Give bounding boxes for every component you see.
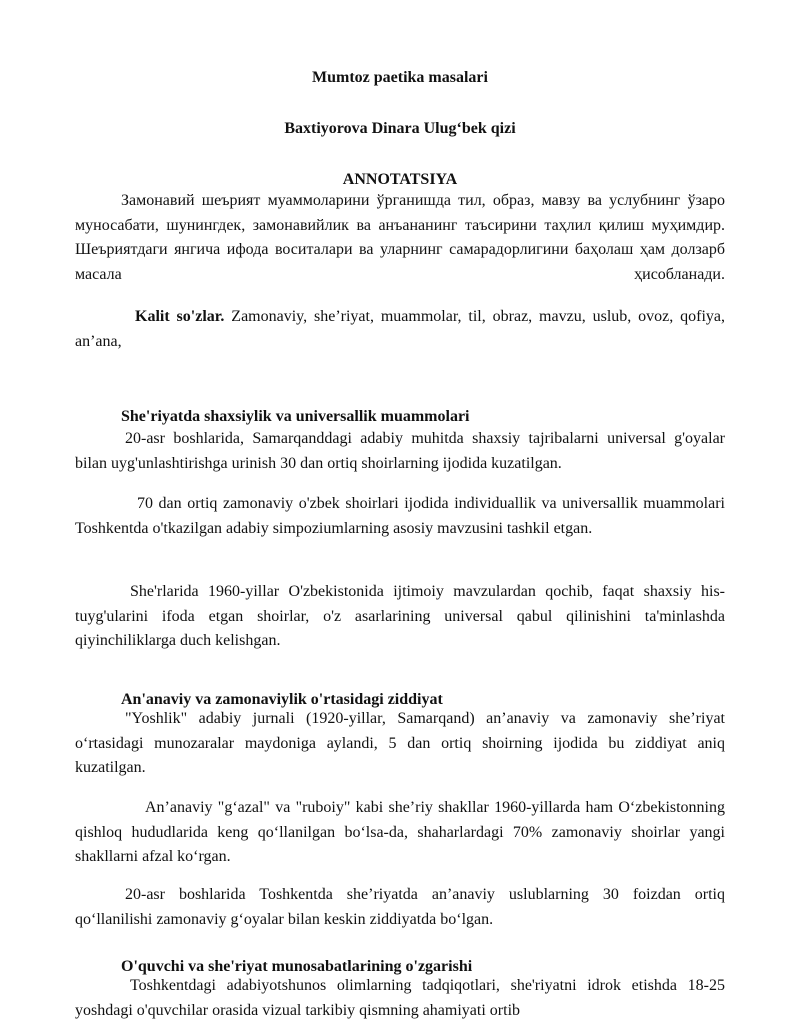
paper-title: Mumtoz paetika masalari bbox=[312, 69, 488, 86]
keywords-block bbox=[75, 305, 725, 354]
keywords-paragraph bbox=[75, 305, 725, 354]
annotation-heading: ANNOTATSIYA bbox=[342, 171, 458, 188]
annotation-text: Замонавий шеърият муаммоларини ўрганишда тил, образ, мавзу ва услубнинг ўзаро муносабати, шунингдек, замонавийлик ва анъананинг таъсирини таҳлил қилиш муҳимдир. Шеъриятдаги янгича ифода воситалари ва уларнинг самарадорлигини баҳолаш ҳам долзарб масала ҳисобланади. bbox=[75, 192, 725, 283]
keywords-label: Kalit so'zlar. bbox=[135, 308, 225, 325]
section-paragraph: Toshkentdagi adabiyotshunos olimlarning tadqiqotlari, she'riyatni idrok etishda 18-25 yoshdagi o'quvchilar orasida vizual tarkibiy qismning ahamiyati ortib bbox=[75, 977, 725, 1019]
section-heading: O'quvchi va she'riyat munosabatlarining o'zgarishi bbox=[121, 958, 473, 975]
author-name: Baxtiyorova Dinara Ulug‘bek qizi bbox=[284, 120, 516, 137]
section-paragraph: An’anaviy "g‘azal" va "ruboiy" kabi she’riy shakllar 1960-yillarda ham O‘zbekistonning qishloq hududlarida keng qo‘llanilgan bo‘lsa-da, shaharlardagi 70% zamonaviy shoirlar yangi shakllarni afzal ko‘rgan. bbox=[75, 799, 725, 865]
annotation-block bbox=[75, 189, 725, 287]
section-heading: She'riyatda shaxsiylik va universallik muammolari bbox=[121, 408, 470, 425]
section-heading: An'anaviy va zamonaviylik o'rtasidagi ziddiyat bbox=[121, 691, 443, 708]
keywords-text: Zamonaviy, she’riyat, muammolar, til, obraz, mavzu, uslub, ovoz, qofiya, an’ana, bbox=[75, 308, 726, 350]
section-paragraph: 20-asr boshlarida Toshkentda she’riyatda an’anaviy uslublarning 30 foizdan ortiq qo‘llanilishi zamonaviy g‘oyalar bilan keskin ziddiyatda bo‘lgan. bbox=[75, 886, 725, 928]
section-paragraph: 20-asr boshlarida, Samarqanddagi adabiy muhitda shaxsiy tajribalarni universal g'oyalar bilan uyg'unlashtirishga urinish 30 dan ortiq shoirlarning ijodida kuzatilgan. bbox=[75, 430, 725, 472]
section-paragraph: 70 dan ortiq zamonaviy o'zbek shoirlari ijodida individuallik va universallik muammolari Toshkentda o'tkazilgan adabiy simpoziumlarning asosiy mavzusini tashkil etgan. bbox=[75, 495, 725, 537]
section-paragraph: She'rlarida 1960-yillar O'zbekistonida ijtimoiy mavzulardan qochib, faqat shaxsiy his-tuyg'ularini ifoda etgan shoirlar, o'z asarlarining universal qabul qilinishini ta'minlashda qiyinchiliklarga duch kelishgan. bbox=[75, 583, 725, 649]
section-paragraph: "Yoshlik" adabiy jurnali (1920-yillar, Samarqand) an’anaviy va zamonaviy she’riyat o‘rtasidagi munozaralar maydoniga aylandi, 5 dan ortiq shoirning ijodida bu ziddiyat aniq kuzatilgan. bbox=[75, 710, 725, 776]
